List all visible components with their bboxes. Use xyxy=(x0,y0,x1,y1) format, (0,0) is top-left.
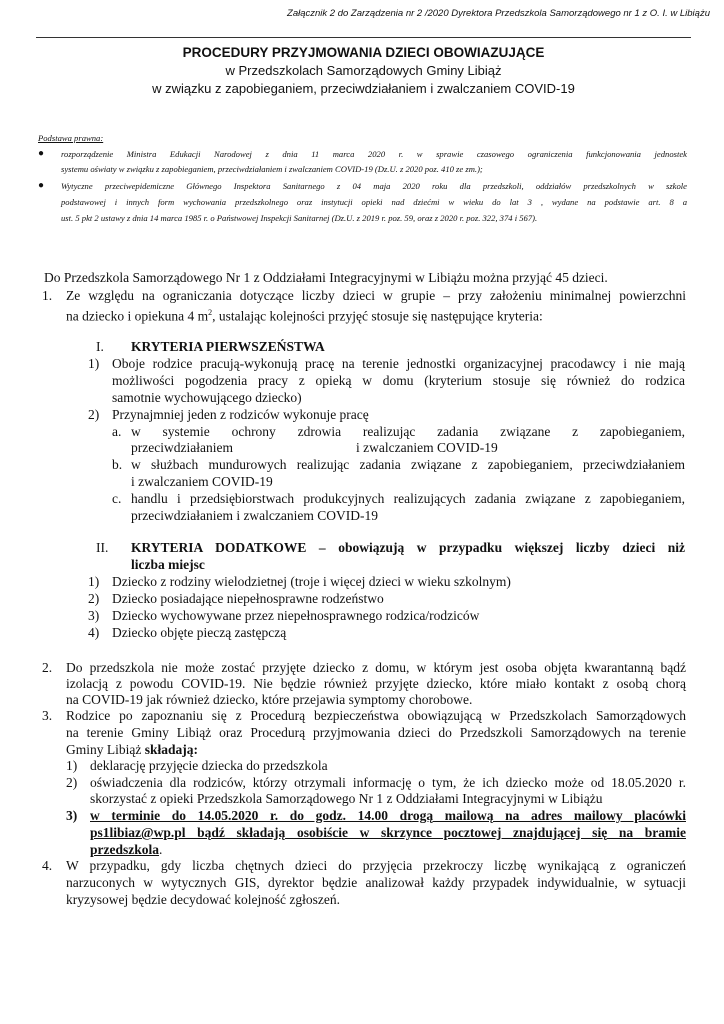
sub-item-b-line-2: i zwalczaniem COVID-19 xyxy=(131,474,273,489)
legal-basis-item-1-line-1: rozporządzenie Ministra Edukacji Narodowej z dnia 11 marca 2020 r. w sprawie czasowego ograniczenia funkcjonowania jednostek xyxy=(61,149,687,159)
sub-item-c-line-1: handlu i przedsiębiorstwach produkcyjnych realizujących zadania związane z zapobieganiem, xyxy=(131,491,685,506)
submission-deadline-text: przedszkola xyxy=(90,842,159,857)
legal-basis-item-2-line-1: Wytyczne przeciwepidemiczne Głównego Inspektora Sanitarnego z 04 maja 2020 roku dla przedszkoli, oddziałów przedszkolnych w szkole xyxy=(61,181,687,191)
submission-item-2-line-1: oświadczenia dla rodziców, którzy otrzymali informację o tym, że ich dziecko może od 18.05.2020 r. xyxy=(90,775,686,790)
document-title: PROCEDURY PRZYJMOWANIA DZIECI OBOWIAZUJĄCE xyxy=(182,45,545,60)
additional-criteria-1: Dziecko z rodziny wielodzietnej (troje i więcej dzieci w wieku szkolnym) xyxy=(112,574,511,589)
point-number: 4. xyxy=(42,858,53,873)
point-number: 3. xyxy=(42,708,53,723)
section-2-heading-line-1: KRYTERIA DODATKOWE – obowiązują w przypadku większej liczby dzieci niż xyxy=(131,540,685,555)
legal-basis-heading: Podstawa prawna: xyxy=(38,133,104,143)
point-1-text-b: , ustalając kolejności przyjęć stosuje się następujące kryteria: xyxy=(212,308,543,324)
sub-item-letter: c. xyxy=(112,491,122,506)
submission-deadline-line-3 xyxy=(90,842,162,858)
sub-item-a-line-2a: przeciwdziałaniem xyxy=(131,440,233,455)
submission-item-2-line-2: skorzystać z opieki Przedszkola Samorządowego Nr 1 z Oddziałami Integracyjnymi w Libiążu xyxy=(90,791,603,806)
sub-item-b-line-1: w służbach mundurowych realizując zadania związane z zapobieganiem, przeciwdziałaniem xyxy=(131,457,685,472)
point-2-line-1: Do przedszkola nie może zostać przyjęte dziecko z domu, w którym jest osoba objęta kwarantanną bądź xyxy=(66,660,686,675)
list-number: 2) xyxy=(66,775,78,790)
superscript-2: 2 xyxy=(208,308,213,317)
sub-item-letter: a. xyxy=(112,424,122,439)
point-3-line-2: na terenie Gminy Libiąż oraz Procedurą przyjmowania dzieci do Przedszkoli Samorządowych na terenie xyxy=(66,725,686,740)
section-1-number: I. xyxy=(96,339,104,354)
point-1-line-2 xyxy=(66,305,543,325)
section-1-heading: KRYTERIA PIERWSZEŃSTWA xyxy=(131,339,325,354)
submission-item-1: deklarację przyjęcie dziecka do przedszkola xyxy=(90,758,328,773)
criteria-number: 2) xyxy=(88,591,100,606)
point-4-line-2: narzuconych w wytycznych GIS, dyrektor będzie analizował każdy przypadek indywidualnie, w sytuacji xyxy=(66,875,686,890)
point-4-line-1: W przypadku, gdy liczba chętnych dzieci do przyjęcia przekroczy liczbę wynikającą z ograniczeń xyxy=(66,858,686,873)
list-number: 3) xyxy=(66,808,78,823)
point-number: 1. xyxy=(42,288,53,303)
criteria-number: 4) xyxy=(88,625,100,640)
criteria-1-line-3: samotnie wychowującego dziecko) xyxy=(112,390,302,405)
point-2-line-2: izolacją z powodu COVID-19. Nie będzie również przyjęte dziecko, które miało kontakt z osobą chorą xyxy=(66,676,686,691)
criteria-1-line-2: możliwości pogodzenia pracy z opieką w domu (kryterium stosuje się również do rodzica xyxy=(112,373,685,388)
bullet-icon: ● xyxy=(38,180,45,191)
section-2-heading-line-2: liczba miejsc xyxy=(131,557,205,572)
criteria-number: 1) xyxy=(88,356,100,371)
additional-criteria-2: Dziecko posiadające niepełnosprawne rodzeństwo xyxy=(112,591,384,606)
criteria-1-line-1: Oboje rodzice pracują-wykonują pracę na terenie jednostki organizacyjnej pracodawcy i nie mają xyxy=(112,356,685,371)
additional-criteria-3: Dziecko wychowywane przez niepełnosprawnego rodzica/rodziców xyxy=(112,608,480,623)
header-divider xyxy=(36,37,691,38)
point-1-line-1: Ze względu na ograniczania dotyczące liczby dzieci w grupie – przy założeniu minimalnej powierzchni xyxy=(66,288,686,303)
point-number: 2. xyxy=(42,660,53,675)
criteria-2-line-1: Przynajmniej jeden z rodziców wykonuje pracę xyxy=(112,407,369,422)
document-subtitle-line-1: w Przedszkolach Samorządowych Gminy Libiąż xyxy=(225,63,502,78)
legal-basis-item-1-line-2: systemu oświaty w związku z zapobieganiem, przeciwdziałaniem i zwalczaniem COVID-19 (Dz.U. z 2020 poz. 410 ze zm.); xyxy=(61,164,483,174)
sub-item-letter: b. xyxy=(112,457,123,472)
sub-item-a-line-2b: i zwalczaniem COVID-19 xyxy=(356,440,498,455)
criteria-number: 3) xyxy=(88,608,100,623)
legal-basis-item-2-line-2: podstawowej i innych form wychowania przedszkolnego oraz instytucji opieki nad dziećmi w wieku do lat 3 , wydane na podstawie art. 8 a xyxy=(61,197,687,207)
list-number: 1) xyxy=(66,758,78,773)
bullet-icon: ● xyxy=(38,148,45,159)
criteria-number: 1) xyxy=(88,574,100,589)
point-3-text: Gminy Libiąż xyxy=(66,742,145,757)
submission-deadline-line-2: ps1libiaz@wp.pl bądź składają osobiście w skrzynce pocztowej znajdującej się na bramie xyxy=(90,825,686,840)
point-3-line-3 xyxy=(66,742,198,758)
header-attachment-note: Załącznik 2 do Zarządzenia nr 2 /2020 Dyrektora Przedszkola Samorządowego nr 1 z O. I. w Libiążu xyxy=(287,8,710,19)
point-1-text-a: na dziecko i opiekuna 4 m xyxy=(66,308,209,324)
point-4-line-3: kryzysowej będzie decydować kolejność zgłoszeń. xyxy=(66,892,341,907)
section-2-number: II. xyxy=(96,540,109,555)
legal-basis-item-2-line-3: ust. 5 pkt 2 ustawy z dnia 14 marca 1985 r. o Państwowej Inspekcji Sanitarnej (Dz.U. z 2019 r. poz. 59, oraz z 2020 r. poz. 322, 374 i 567). xyxy=(61,213,538,223)
additional-criteria-4: Dziecko objęte pieczą zastępczą xyxy=(112,625,287,640)
submission-deadline-period: . xyxy=(159,842,163,857)
point-2-line-3: na COVID-19 jak również dziecko, które przejawia symptomy chorobowe. xyxy=(66,692,473,707)
sub-item-c-line-2: przeciwdziałaniem i zwalczaniem COVID-19 xyxy=(131,508,379,523)
point-3-bold-text: składają: xyxy=(144,742,198,757)
criteria-number: 2) xyxy=(88,407,100,422)
document-subtitle-line-2: w związku z zapobieganiem, przeciwdziałaniem i zwalczaniem COVID-19 xyxy=(152,81,575,96)
submission-deadline-line-1: w terminie do 14.05.2020 r. do godz. 14.00 drogą mailową na adres mailowy placówki xyxy=(90,808,686,823)
sub-item-a-line-1: w systemie ochrony zdrowia realizując zadania związane z zapobieganiem, xyxy=(131,424,685,439)
point-3-line-1: Rodzice po zapoznaniu się z Procedurą bezpieczeństwa obowiązującą w Przedszkolach Samorządowych xyxy=(66,708,686,723)
intro-text: Do Przedszkola Samorządowego Nr 1 z Oddziałami Integracyjnymi w Libiążu można przyjąć 45 dzieci. xyxy=(44,270,608,285)
